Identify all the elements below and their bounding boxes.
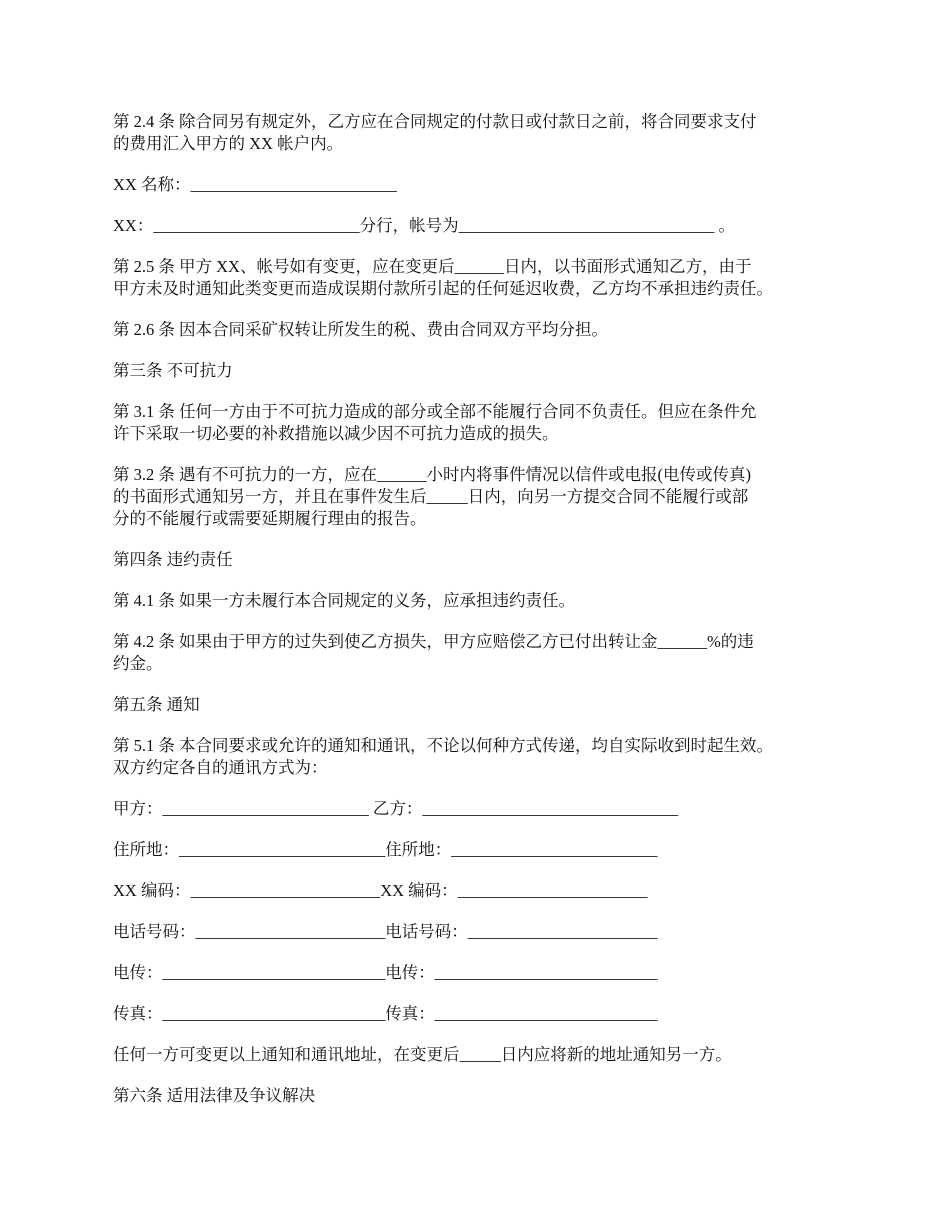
phone-row	[113, 921, 853, 943]
code-a-blank: _______________________	[190, 881, 381, 900]
article-3-1-line-1: 第 3.1 条 任何一方由于不可抗力造成的部分或全部不能履行合同不负责任。但应在条件允	[113, 402, 757, 421]
phone-a-blank: _______________________	[195, 922, 386, 941]
telex-a-blank: ___________________________	[162, 963, 386, 982]
article-5-1-line-2: 双方约定各自的通讯方式为：	[113, 758, 328, 777]
section-3-title: 第三条 不可抗力	[113, 361, 233, 380]
xx-bank-row-end: 。	[714, 216, 735, 235]
code-b-label: XX 编码：	[380, 881, 458, 900]
article-4-2-line-1: 第 4.2 条 如果由于甲方的过失到使乙方损失，甲方应赔偿乙方已付出转让金______%的违	[113, 632, 754, 651]
section-4-title: 第四条 违约责任	[113, 550, 233, 569]
phone-a-label: 电话号码：	[113, 922, 196, 941]
fax-row	[113, 1003, 853, 1025]
xx-bank-blank: _________________________	[153, 216, 360, 235]
article-2-4-line-2: 的费用汇入甲方的 XX 帐户内。	[113, 134, 344, 153]
article-3-1	[113, 401, 853, 445]
xx-bank-row	[113, 215, 853, 237]
article-3-2-line-2: 的书面形式通知另一方，并且在事件发生后_____日内，向另一方提交合同不能履行或部	[113, 487, 749, 506]
address-b-label: 住所地：	[385, 840, 452, 859]
change-notice-text: 任何一方可变更以上通知和通讯地址，在变更后_____日内应将新的地址通知另一方。	[113, 1045, 732, 1064]
address-a-label: 住所地：	[113, 840, 179, 859]
article-4-1-text: 第 4.1 条 如果一方未履行本合同规定的义务，应承担违约责任。	[113, 591, 575, 610]
fax-b-blank: ___________________________	[434, 1004, 658, 1023]
xx-account-blank: _______________________________	[458, 216, 715, 235]
code-row	[113, 880, 853, 902]
article-3-1-line-2: 许下采取一切必要的补救措施以减少因不可抗力造成的损失。	[113, 424, 559, 443]
party-row	[113, 798, 853, 820]
code-b-blank: _______________________	[457, 881, 648, 900]
telex-row	[113, 962, 853, 984]
address-b-blank: _________________________	[451, 840, 658, 859]
telex-a-label: 电传：	[113, 963, 163, 982]
address-row	[113, 839, 853, 861]
section-5-heading	[113, 694, 853, 716]
article-3-2-line-1: 第 3.2 条 遇有不可抗力的一方，应在______小时内将事件情况以信件或电报(电传或传真)	[113, 465, 751, 484]
article-3-2	[113, 464, 853, 530]
article-5-1-line-1: 第 5.1 条 本合同要求或允许的通知和通讯，不论以何种方式传递，均自实际收到时起生效。	[113, 736, 773, 755]
party-a-blank: _________________________	[162, 799, 373, 818]
xx-name-row	[113, 174, 853, 196]
xx-name-blank: _________________________	[190, 175, 397, 194]
xx-label: XX：	[113, 216, 154, 235]
contract-page	[113, 111, 853, 1126]
article-2-4	[113, 111, 853, 155]
party-b-label: 乙方：	[372, 799, 423, 818]
fax-a-label: 传真：	[113, 1004, 163, 1023]
article-3-2-line-3: 分的不能履行或需要延期履行理由的报告。	[113, 509, 427, 528]
section-5-title: 第五条 通知	[113, 695, 200, 714]
article-5-1	[113, 735, 853, 779]
article-2-4-line-1: 第 2.4 条 除合同另有规定外，乙方应在合同规定的付款日或付款日之前，将合同要求支付	[113, 112, 757, 131]
section-6-title: 第六条 适用法律及争议解决	[113, 1086, 316, 1105]
xx-name-label: XX 名称：	[113, 175, 191, 194]
article-2-5-line-2: 甲方未及时通知此类变更而造成误期付款所引起的任何延迟收费，乙方均不承担违约责任。	[113, 279, 773, 298]
party-b-blank: _______________________________	[422, 799, 679, 818]
section-3-heading	[113, 360, 853, 382]
telex-b-blank: ___________________________	[434, 963, 658, 982]
party-a-label: 甲方：	[113, 799, 163, 818]
section-6-heading	[113, 1085, 853, 1107]
article-4-2-line-2: 约金。	[113, 654, 163, 673]
phone-b-blank: _______________________	[467, 922, 658, 941]
change-notice	[113, 1044, 853, 1066]
article-2-6	[113, 319, 853, 341]
telex-b-label: 电传：	[385, 963, 435, 982]
address-a-blank: _________________________	[179, 840, 386, 859]
xx-branch-label: 分行，帐号为	[359, 216, 459, 235]
article-4-2	[113, 631, 853, 675]
section-4-heading	[113, 549, 853, 571]
article-2-5-line-1: 第 2.5 条 甲方 XX、帐号如有变更，应在变更后______日内，以书面形式通知乙方，由于	[113, 257, 752, 276]
article-2-6-text: 第 2.6 条 因本合同采矿权转让所发生的税、费由合同双方平均分担。	[113, 320, 608, 339]
article-2-5	[113, 256, 853, 300]
article-4-1	[113, 590, 853, 612]
fax-a-blank: ___________________________	[162, 1004, 386, 1023]
code-a-label: XX 编码：	[113, 881, 191, 900]
fax-b-label: 传真：	[385, 1004, 435, 1023]
phone-b-label: 电话号码：	[385, 922, 468, 941]
